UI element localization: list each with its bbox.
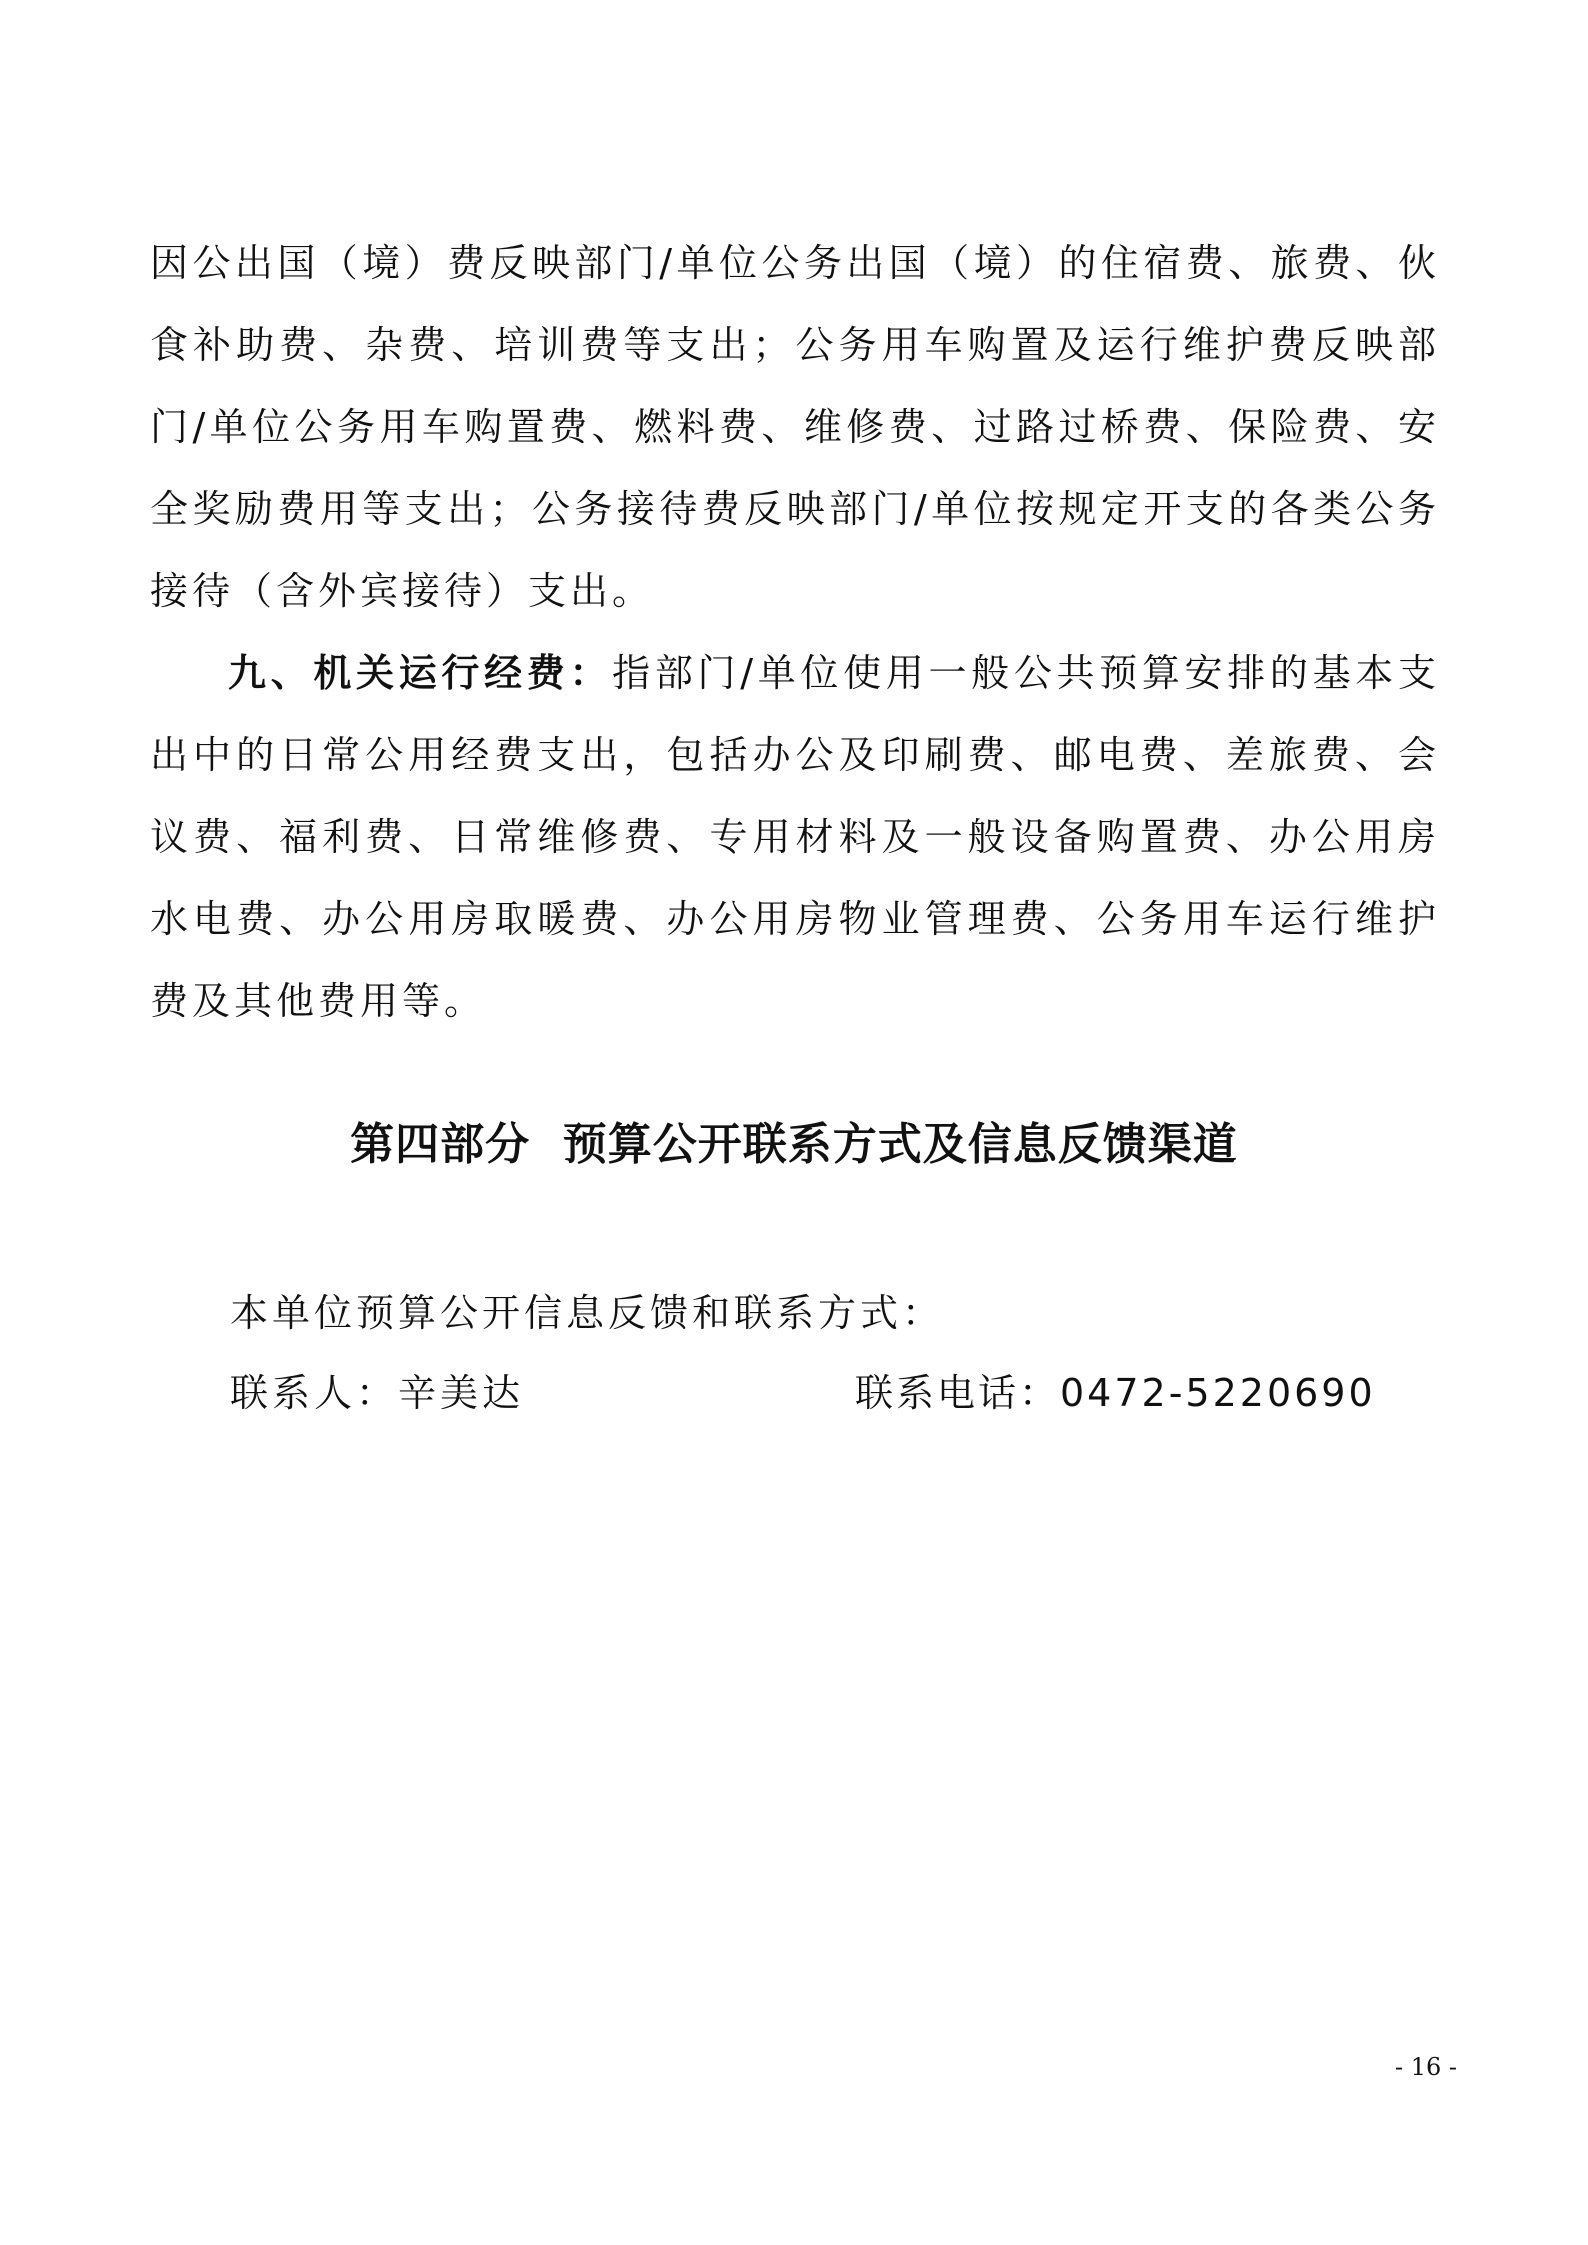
item9-term: 九、机关运行经费： <box>228 651 613 695</box>
contact-phone: 联系电话：0472-5220690 <box>855 1371 1376 1415</box>
paragraph-line: 食补助费、杂费、培训费等支出；公务用车购置及运行维护费反映部 <box>150 323 1440 367</box>
contact-person: 联系人：辛美达 <box>230 1371 525 1415</box>
page-number: - 16 - <box>1395 2053 1458 2081</box>
paragraph-line: 门/单位公务用车购置费、燃料费、维修费、过路过桥费、保险费、安 <box>150 405 1440 449</box>
paragraph-line: 费及其他费用等。 <box>150 979 487 1023</box>
paragraph-line: 出中的日常公用经费支出，包括办公及印刷费、邮电费、差旅费、会 <box>150 733 1440 777</box>
feedback-intro: 本单位预算公开信息反馈和联系方式： <box>230 1291 945 1335</box>
item9-first-line-rest: 指部门/单位使用一般公共预算安排的基本支 <box>612 651 1440 695</box>
paragraph-line: 全奖励费用等支出；公务接待费反映部门/单位按规定开支的各类公务 <box>150 487 1440 531</box>
paragraph-line: 议费、福利费、日常维修费、专用材料及一般设备购置费、办公用房 <box>150 815 1440 859</box>
item9-first-line <box>228 648 1440 698</box>
paragraph-line: 因公出国（境）费反映部门/单位公务出国（境）的住宿费、旅费、伙 <box>150 241 1440 285</box>
paragraph-line: 水电费、办公用房取暖费、办公用房物业管理费、公务用车运行维护 <box>150 897 1440 941</box>
section-heading: 第四部分 预算公开联系方式及信息反馈渠道 <box>350 1119 1238 1170</box>
paragraph-line: 接待（含外宾接待）支出。 <box>150 569 655 613</box>
